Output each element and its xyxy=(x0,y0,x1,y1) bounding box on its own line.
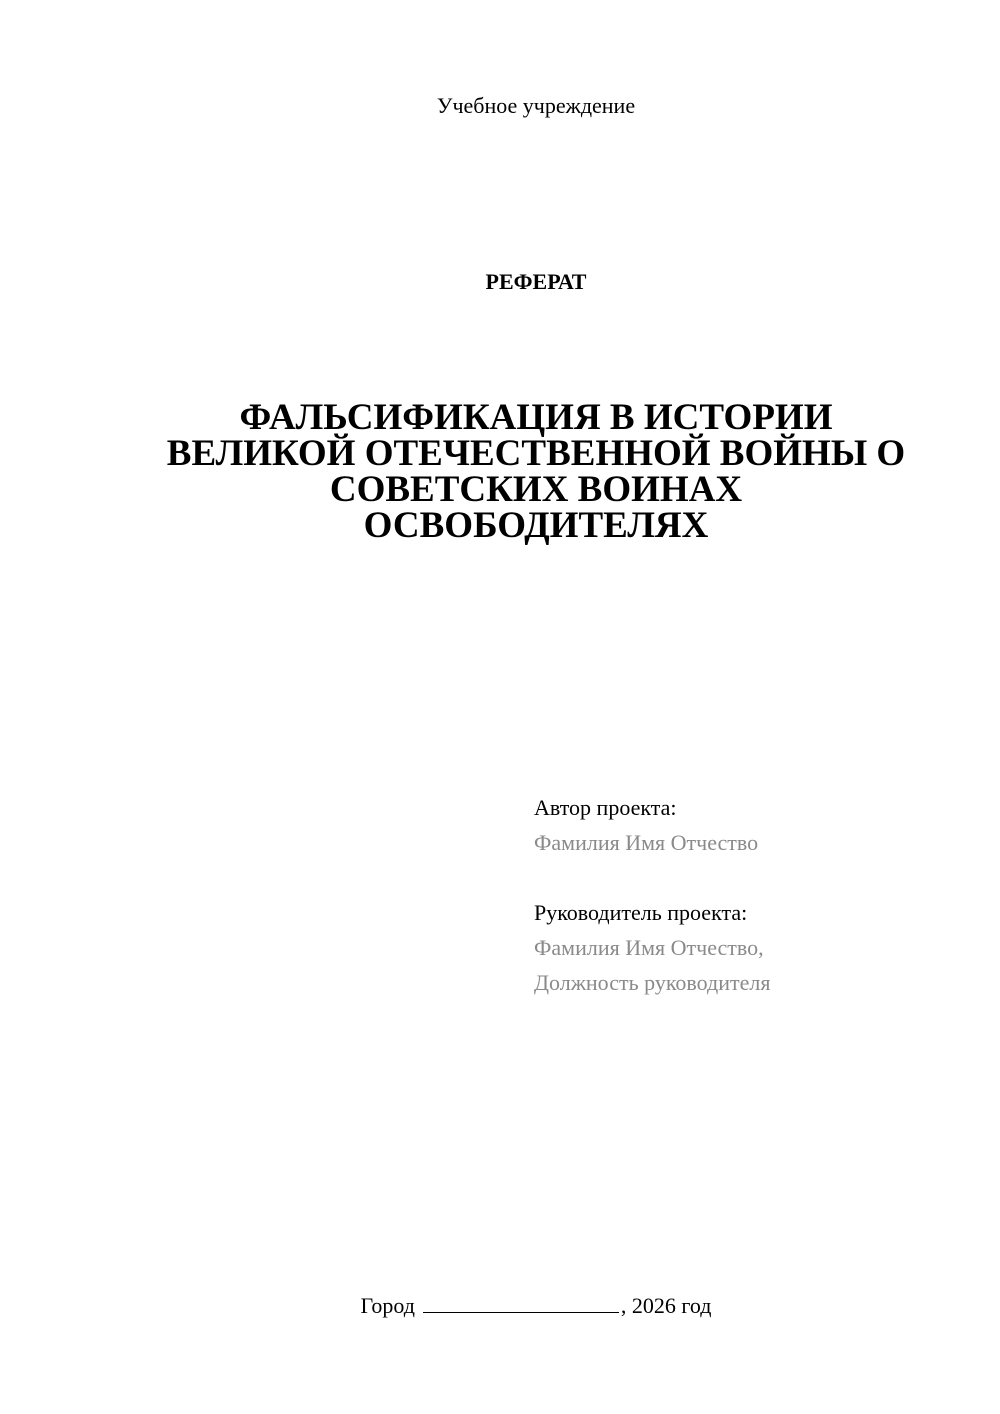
author-label: Автор проекта: xyxy=(534,795,677,820)
institution-name: Учебное учреждение xyxy=(436,93,636,118)
city-label: Город xyxy=(360,1293,415,1318)
document-title xyxy=(130,397,942,546)
author-name-placeholder: Фамилия Имя Отчество xyxy=(534,830,759,855)
document-type: РЕФЕРАТ xyxy=(485,269,587,294)
project-info-block xyxy=(534,790,974,1000)
title-line: ОСВОБОДИТЕЛЯХ xyxy=(363,505,709,546)
supervisor-position-placeholder: Должность руководителя xyxy=(534,970,771,995)
info-spacer xyxy=(534,860,974,895)
title-line: ВЕЛИКОЙ ОТЕЧЕСТВЕННОЙ ВОЙНЫ О xyxy=(166,433,906,474)
supervisor-label: Руководитель проекта: xyxy=(534,900,748,925)
year-text: , 2026 год xyxy=(620,1293,712,1318)
title-line: ФАЛЬСИФИКАЦИЯ В ИСТОРИИ xyxy=(239,397,833,438)
city-year-line xyxy=(0,1290,1000,1321)
title-line: СОВЕТСКИХ ВОИНАХ xyxy=(329,469,743,510)
supervisor-name-placeholder: Фамилия Имя Отчество, xyxy=(534,935,764,960)
city-blank-line xyxy=(423,1290,619,1313)
